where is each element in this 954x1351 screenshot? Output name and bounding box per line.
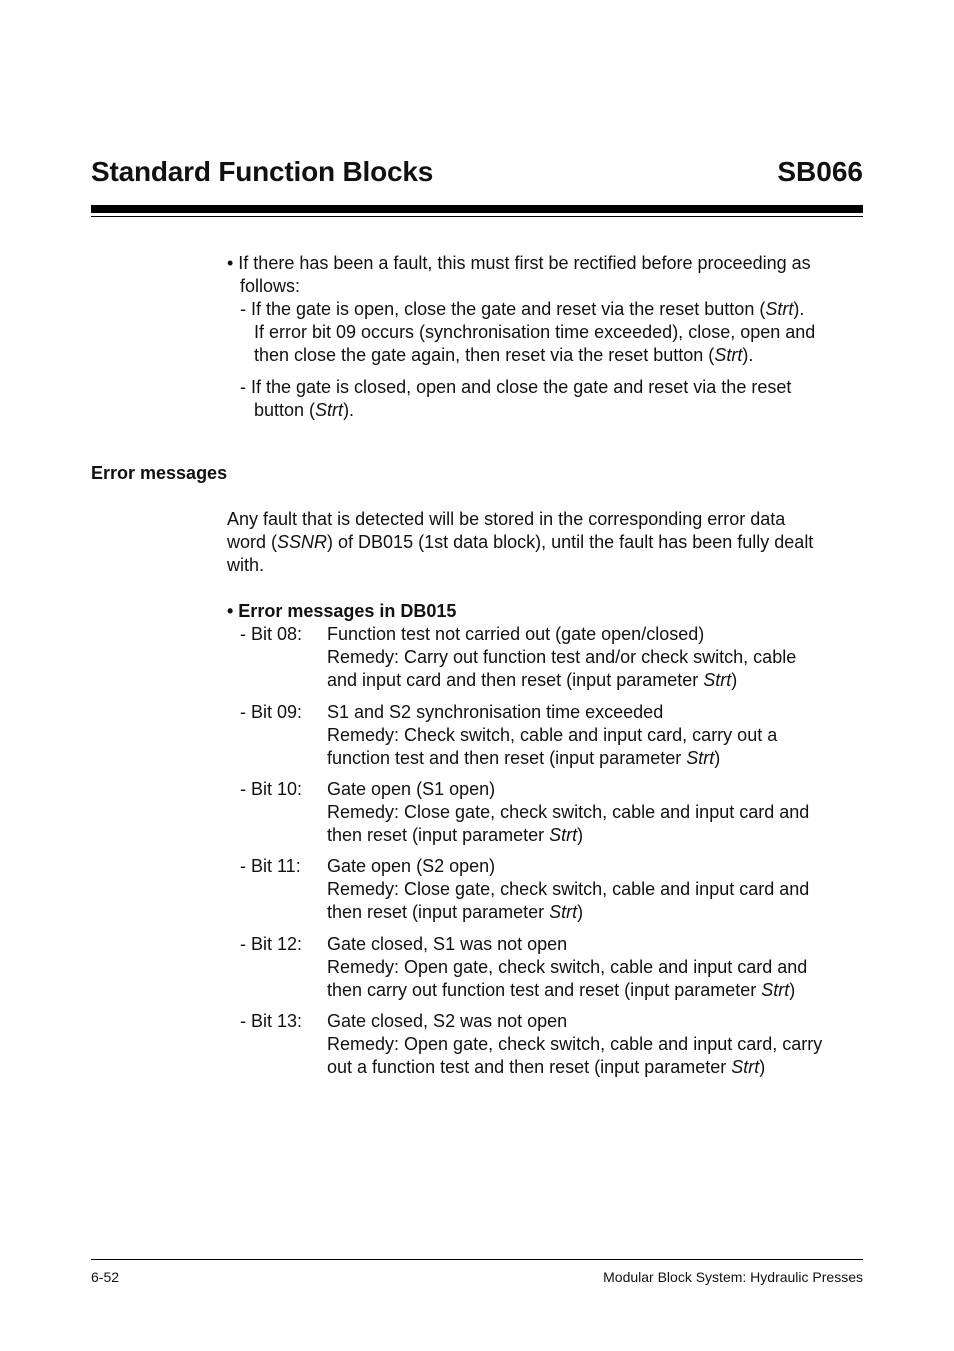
bit-13-label: - Bit 13:	[240, 1011, 303, 1031]
bit-12-line2: Remedy: Open gate, check switch, cable and input card and	[327, 957, 808, 977]
footer-rule	[91, 1259, 863, 1260]
footer-doc-title: Modular Block System: Hydraulic Presses	[603, 1269, 863, 1285]
intro-sub1-line1: - If the gate is open, close the gate and reset via the reset button (Strt).	[240, 299, 805, 319]
bit-08-line1: Function test not carried out (gate open/closed)	[327, 624, 705, 644]
page-title: Standard Function Blocks	[91, 156, 434, 187]
intro-sub2-line1: - If the gate is closed, open and close the gate and reset via the reset	[240, 377, 792, 397]
bit-12-line1: Gate closed, S1 was not open	[327, 934, 568, 954]
bit-10-line2: Remedy: Close gate, check switch, cable and input card and	[327, 802, 810, 822]
bit-08-line2: Remedy: Carry out function test and/or check switch, cable	[327, 647, 797, 667]
intro-sub1-line2: If error bit 09 occurs (synchronisation time exceeded), close, open and	[254, 322, 816, 342]
bit-12-line3: then carry out function test and reset (input parameter Strt)	[327, 980, 796, 1000]
header-rule-thick	[91, 205, 863, 213]
bit-12-label: - Bit 12:	[240, 934, 303, 954]
bit-08-label: - Bit 08:	[240, 624, 303, 644]
bit-09-line1: S1 and S2 synchronisation time exceeded	[327, 702, 664, 722]
bit-11-line3: then reset (input parameter Strt)	[327, 902, 584, 922]
intro-bullet-line1: • If there has been a fault, this must first be rectified before proceeding as	[227, 253, 811, 273]
error-para-line1: Any fault that is detected will be stored in the corresponding error data	[227, 509, 786, 529]
block-code: SB066	[777, 156, 863, 187]
error-para-line2: word (SSNR) of DB015 (1st data block), until the fault has been fully dealt	[227, 532, 814, 552]
bit-10-line1: Gate open (S1 open)	[327, 779, 496, 799]
bit-10-label: - Bit 10:	[240, 779, 303, 799]
intro-bullet-line2: follows:	[240, 276, 301, 296]
bit-13-line1: Gate closed, S2 was not open	[327, 1011, 568, 1031]
intro-sub2-line2: button (Strt).	[254, 400, 355, 420]
bit-11-line1: Gate open (S2 open)	[327, 856, 496, 876]
error-para-line3: with.	[227, 555, 265, 575]
intro-sub1-line3: then close the gate again, then reset via the reset button (Strt).	[254, 345, 754, 365]
header-rule-thin	[91, 216, 863, 217]
bit-08-line3: and input card and then reset (input parameter Strt)	[327, 670, 738, 690]
bit-09-label: - Bit 09:	[240, 702, 303, 722]
bit-11-label: - Bit 11:	[240, 856, 301, 876]
bit-09-line3: function test and then reset (input parameter Strt)	[327, 748, 721, 768]
bit-10-line3: then reset (input parameter Strt)	[327, 825, 584, 845]
error-list-heading: • Error messages in DB015	[227, 601, 457, 621]
page-number: 6-52	[91, 1269, 120, 1285]
bit-11-line2: Remedy: Close gate, check switch, cable and input card and	[327, 879, 810, 899]
bit-13-line3: out a function test and then reset (input parameter Strt)	[327, 1057, 766, 1077]
bit-13-line2: Remedy: Open gate, check switch, cable and input card, carry	[327, 1034, 823, 1054]
bit-09-line2: Remedy: Check switch, cable and input card, carry out a	[327, 725, 778, 745]
section-heading-error-messages: Error messages	[91, 463, 228, 483]
